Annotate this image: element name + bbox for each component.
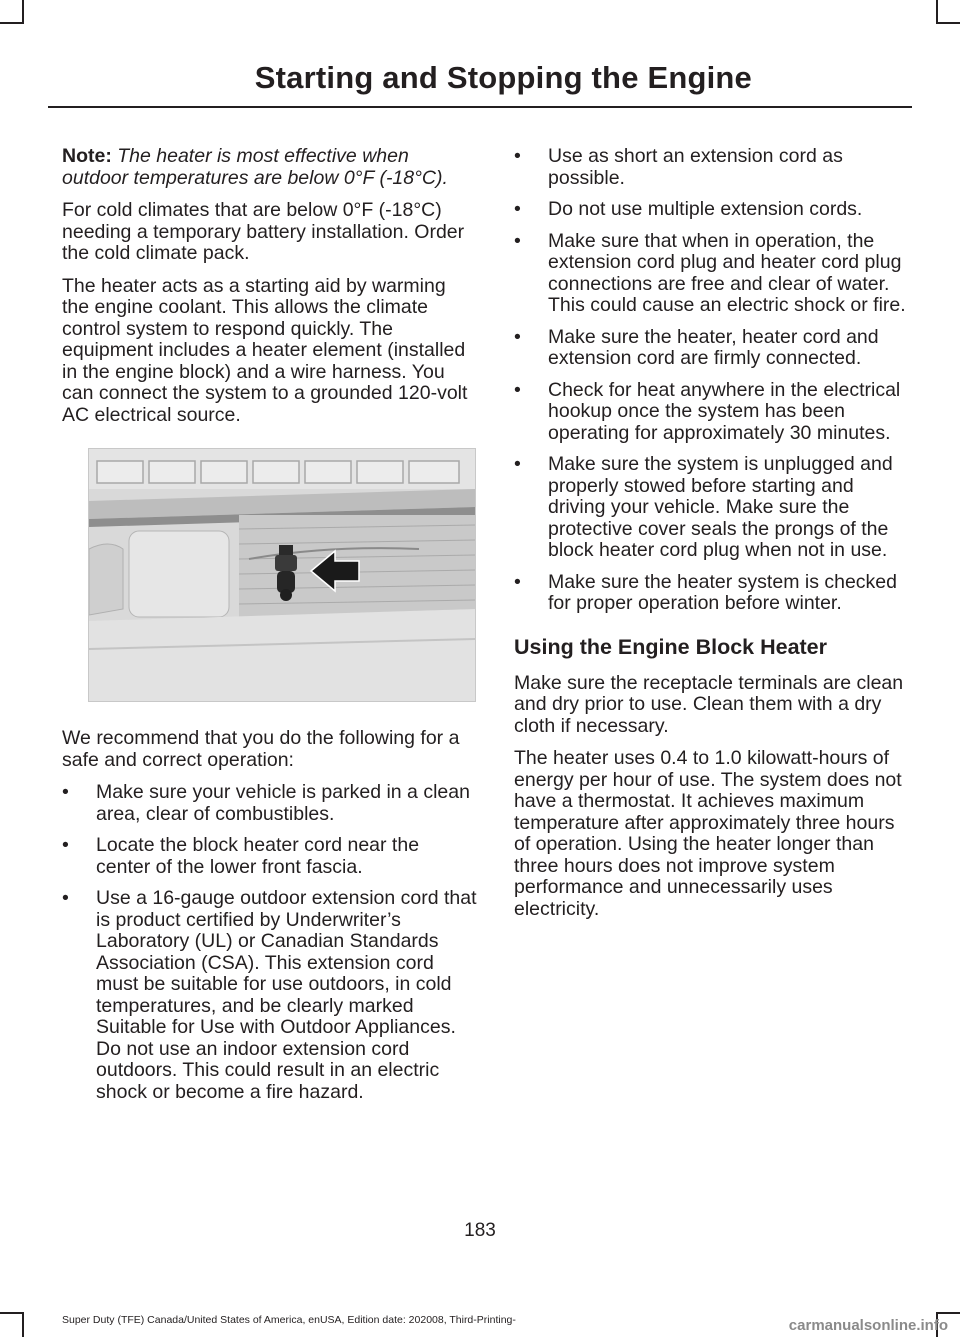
crop-mark [936,1312,960,1314]
note-label: Note: [62,145,112,167]
paragraph: The heater uses 0.4 to 1.0 kilowatt-hours of energy per hour of use. The system does not have a thermostat. It achieves maximum temperature after approximately three hours of operation. Using the heater longer than three hours does not improve system performance and unnecessarily uses electricity. [514,747,902,920]
list-item-text: Make sure the system is unplugged and properly stowed before starting and driving your vehicle. Make sure the protective cover seals the prongs of the block heater cord plug when not in use. [548,453,893,561]
crop-mark [22,1312,24,1337]
header-divider [48,106,912,108]
list-item-text: Do not use multiple extension cords. [548,198,863,220]
list-item-text: Make sure the heater system is checked for proper operation before winter. [548,570,897,614]
list-item [62,888,477,1103]
list-item [514,199,909,221]
page-number: 183 [464,1220,496,1241]
list-item-text: Locate the block heater cord near the center of the lower front fascia. [96,834,420,878]
crop-mark [22,0,24,24]
footer-edition: Super Duty (TFE) Canada/United States of America, enUSA, Edition date: 202008, Third-Printing- [62,1314,516,1326]
crop-mark [936,0,938,24]
paragraph: The heater acts as a starting aid by warming the engine coolant. This allows the climate control system to respond quickly. The equipment includes a heater element (installed in the engine block) and a wire harness. You can connect the system to a grounded 120-volt AC electrical source. [62,274,468,426]
bullet: • [62,834,69,856]
paragraph: We recommend that you do the following for a safe and correct operation: [62,727,460,771]
watermark: carmanualsonline.info [788,1317,948,1334]
crop-mark [0,22,24,24]
note-text: The heater is most effective when outdoor temperatures are below 0°F (-18°C). [62,145,448,189]
page-title: Starting and Stopping the Engine [254,60,752,95]
list-item [514,454,909,562]
list-item-text: Use a 16-gauge outdoor extension cord that is product certified by Underwriter’s Laboratory (UL) or Canadian Standards Association (CSA). This extension cord must be suitable for use outdoors, in cold temperatures, and be clearly marked Suitable for Use with Outdoor Appliances. Do not use an indoor extension cord outdoors. This could result in an electric shock or become a fire hazard. [96,887,477,1103]
list-item-text: Use as short an extension cord as possible. [548,145,843,189]
safety-list-continued [514,146,909,615]
list-item [514,231,909,317]
list-item [514,380,909,445]
crop-mark [0,1312,24,1314]
paragraph: Make sure the receptacle terminals are clean and dry prior to use. Clean them with a dry cloth if necessary. [514,671,904,737]
list-item [514,327,909,370]
section-heading: Using the Engine Block Heater [514,634,828,659]
bullet: • [514,145,521,167]
bullet: • [514,198,521,220]
note [62,146,477,189]
list-item [514,572,909,615]
list-item-text: Make sure that when in operation, the extension cord plug and heater cord plug connections are free and clear of water. This could cause an electric shock or fire. [548,229,906,316]
engine-block-heater-figure [88,448,476,702]
list-item [514,146,909,189]
bullet: • [62,887,69,909]
bullet: • [514,378,521,401]
right-column [514,146,909,931]
list-item-text: Make sure the heater, heater cord and extension cord are firmly connected. [548,325,879,369]
bullet: • [514,325,521,348]
bullet: • [514,570,521,593]
bullet: • [62,781,69,803]
bullet: • [514,453,521,475]
list-item [62,782,477,825]
list-item [62,835,477,878]
list-item-text: Check for heat anywhere in the electrical hookup once the system has been operating for approximately 30 minutes. [548,378,901,444]
left-column [62,146,477,1113]
bullet: • [514,229,521,252]
paragraph: For cold climates that are below 0°F (-18°C) needing a temporary battery installation. Order the cold climate pack. [62,199,465,264]
safety-list [62,782,477,1103]
crop-mark [936,22,960,24]
list-item-text: Make sure your vehicle is parked in a clean area, clear of combustibles. [96,781,470,825]
